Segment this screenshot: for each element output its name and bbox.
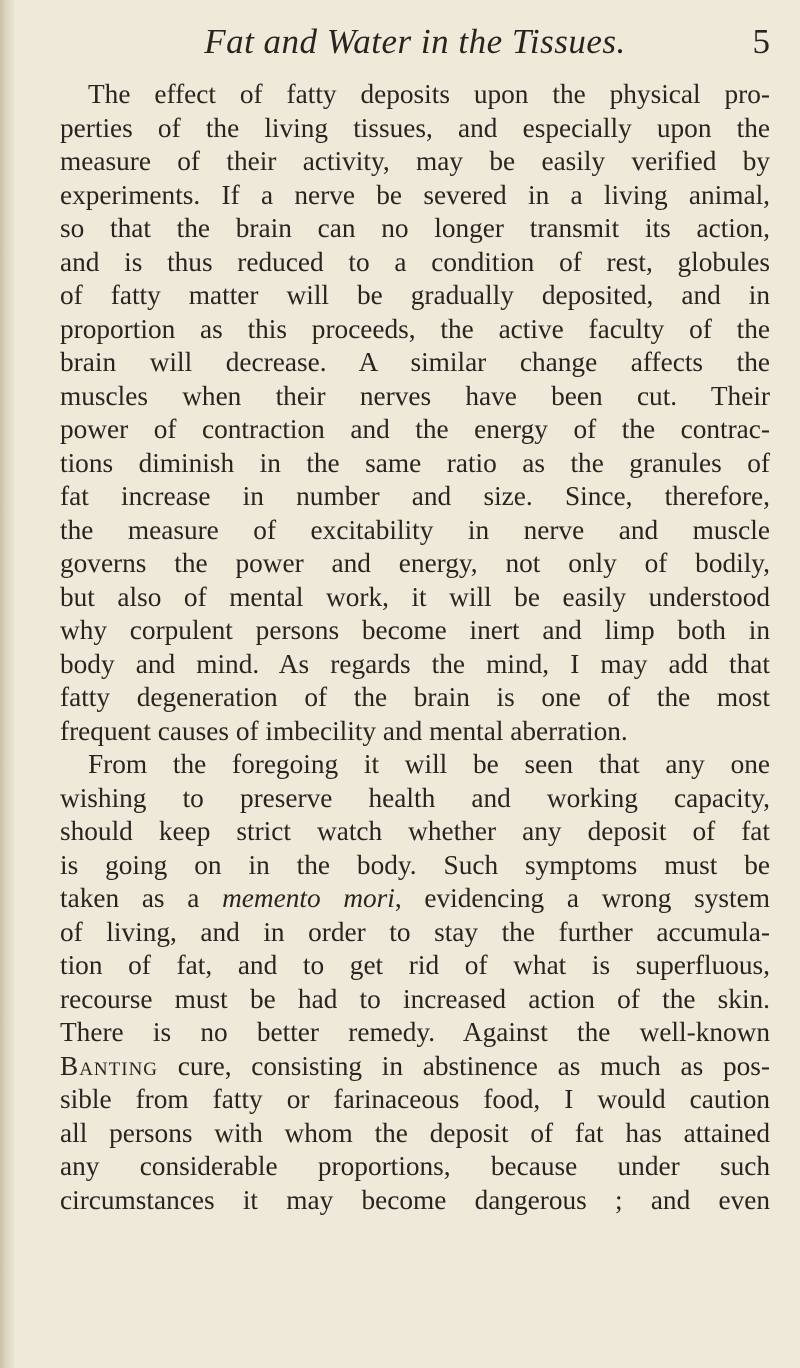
text-line: recourse must be had to increased action of the skin. bbox=[60, 983, 770, 1014]
paragraph-1 bbox=[60, 78, 770, 748]
text-line: body and mind. As regards the mind, I may add that bbox=[60, 648, 770, 679]
text-run: taken as a bbox=[60, 883, 223, 913]
text-line: From the foregoing it will be seen that any one bbox=[88, 749, 770, 779]
text-line: sible from fatty or farinaceous food, I would caution bbox=[60, 1084, 770, 1114]
text-line: power of contraction and the energy of the contrac- bbox=[60, 414, 770, 444]
text-line: any considerable proportions, because under such bbox=[60, 1151, 770, 1181]
text-line: tion of fat, and to get rid of what is superfluous, bbox=[60, 950, 770, 980]
text-line: brain will decrease. A similar change affects the bbox=[60, 347, 770, 377]
text-line: The effect of fatty deposits upon the physical pro- bbox=[88, 79, 770, 109]
text-line: should keep strict watch whether any deposit of fat bbox=[60, 816, 770, 846]
text-line: of fatty matter will be gradually deposited, and in bbox=[60, 280, 770, 310]
text-line: wishing to preserve health and working capacity, bbox=[60, 782, 770, 813]
text-line-banting bbox=[60, 1050, 770, 1084]
text-run: cure, consisting in abstinence as much as pos- bbox=[158, 1050, 770, 1081]
text-line: perties of the living tissues, and especially upon the bbox=[60, 112, 770, 143]
text-line: tions diminish in the same ratio as the granules of bbox=[60, 447, 770, 478]
text-line: fat increase in number and size. Since, therefore, bbox=[60, 481, 770, 511]
text-line: so that the brain can no longer transmit its action, bbox=[60, 213, 770, 243]
text-line: why corpulent persons become inert and limp both in bbox=[60, 615, 770, 645]
text-line: fatty degeneration of the brain is one of the most bbox=[60, 682, 770, 712]
page-gutter bbox=[0, 0, 14, 1368]
text-line: proportion as this proceeds, the active faculty of the bbox=[60, 313, 770, 344]
text-line: but also of mental work, it will be easily understood bbox=[60, 581, 770, 612]
text-line: experiments. If a nerve be severed in a living animal, bbox=[60, 179, 770, 210]
text-line: frequent causes of imbecility and mental aberration. bbox=[60, 715, 628, 746]
text-line: circumstances it may become dangerous ; and even bbox=[60, 1184, 770, 1215]
text-line: and is thus reduced to a condition of rest, globules bbox=[60, 246, 770, 277]
page-number: 5 bbox=[752, 22, 770, 61]
text-line: the measure of excitability in nerve and muscle bbox=[60, 514, 770, 545]
page-header bbox=[60, 22, 770, 72]
proper-name: Banting bbox=[60, 1050, 159, 1081]
text-line: There is no better remedy. Against the well-known bbox=[60, 1017, 770, 1047]
paragraph-2 bbox=[60, 748, 770, 1217]
text-line: is going on in the body. Such symptoms must be bbox=[60, 849, 770, 880]
text-run: , evidencing a wrong system bbox=[394, 883, 770, 913]
running-title: Fat and Water in the Tissues. bbox=[204, 22, 626, 61]
text-line: all persons with whom the deposit of fat has attained bbox=[60, 1117, 770, 1148]
body-text bbox=[60, 78, 770, 1217]
latin-phrase: memento mori bbox=[222, 883, 395, 913]
text-line: measure of their activity, may be easily verified by bbox=[60, 146, 770, 176]
text-line: of living, and in order to stay the further accumula- bbox=[60, 916, 770, 947]
text-line-memento bbox=[60, 882, 770, 916]
text-line: muscles when their nerves have been cut. Their bbox=[60, 380, 770, 411]
text-line: governs the power and energy, not only of bodily, bbox=[60, 548, 770, 578]
